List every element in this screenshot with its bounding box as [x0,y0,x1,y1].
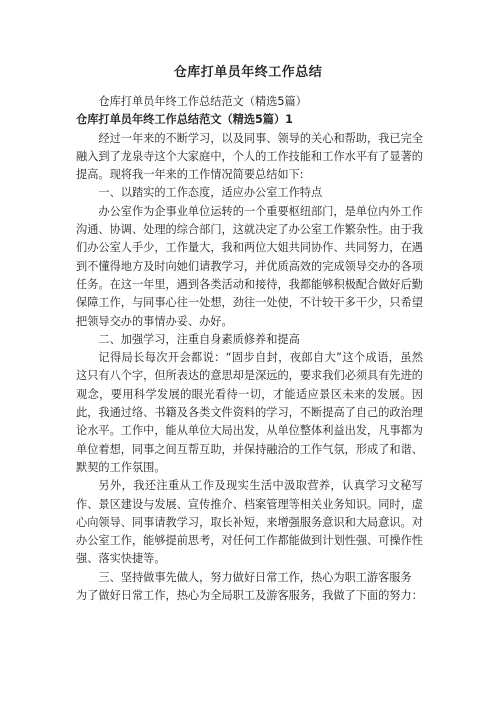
paragraph-1: 办公室作为企事业单位运转的一个重要枢纽部门，是单位内外工作沟通、协调、处理的综合部门，这就决定了办公室工作繁杂性。由于我们办公室人手少，工作量大，我和两位大姐共同协作、共同努力，在遇到不懂得地方及时向她们请教学习，并优质高效的完成领导交办的各项任务。在这一年里，遇到各类活动和接待，我都能够积极配合做好后勤保障工作，与同事心往一处想，劲往一处使，不计较干多干少，只希望把领导交办的事情办妥、办好。 [76,204,423,328]
paragraph-intro: 经过一年来的不断学习，以及同事、领导的关心和帮助，我已完全融入到了龙泉寺这个大家庭中，个人的工作技能和工作水平有了显著的提高。现将我一年来的工作情况简要总结如下: [76,131,423,182]
section-heading: 仓库打单员年终工作总结范文（精选5篇）1 [76,113,293,127]
document-subtitle: 仓库打单员年终工作总结范文（精选5篇） [98,95,307,108]
heading-2: 二、加强学习，注重自身素质修养和提高 [98,332,300,346]
document-title: 仓库打单员年终工作总结 [173,65,323,80]
document-body [76,93,423,605]
heading-1: 一、以踏实的工作态度，适应办公室工作特点 [98,186,323,200]
paragraph-2: 记得局长每次开会都说：“固步自封，夜郎自大”这个成语，虽然这只有八个字，但所表达的意思却是深远的，要求我们必须具有先进的观念，要用科学发展的眼光看待一切，才能适应景区未来的发展。因此，我通过络、书籍及各类文件资料的学习，不断提高了自己的政治理论水平。工作中，能从单位大局出发，从单位整体利益出发，凡事都为单位着想，同事之间互帮互助，并保持融洽的工作气氛，形成了和谐、默契的工作氛围。 [76,351,423,474]
paragraph-4: 为了做好日常工作，热心为全局职工及游客服务，我做了下面的努力： [76,589,423,603]
heading-3: 三、坚持做事先做人，努力做好日常工作，热心为职工游客服务 [98,570,412,584]
paragraph-3: 另外，我还注重从工作及现实生活中汲取营养，认真学习文秘写作、景区建设与发展、宣传推介、档案管理等相关业务知识。同时，虚心向领导、同事请教学习，取长补短，来增强服务意识和大局意识。对办公室工作，能够提前思考，对任何工作都能做到计划性强、可操作性强、落实快捷等。 [76,479,423,566]
